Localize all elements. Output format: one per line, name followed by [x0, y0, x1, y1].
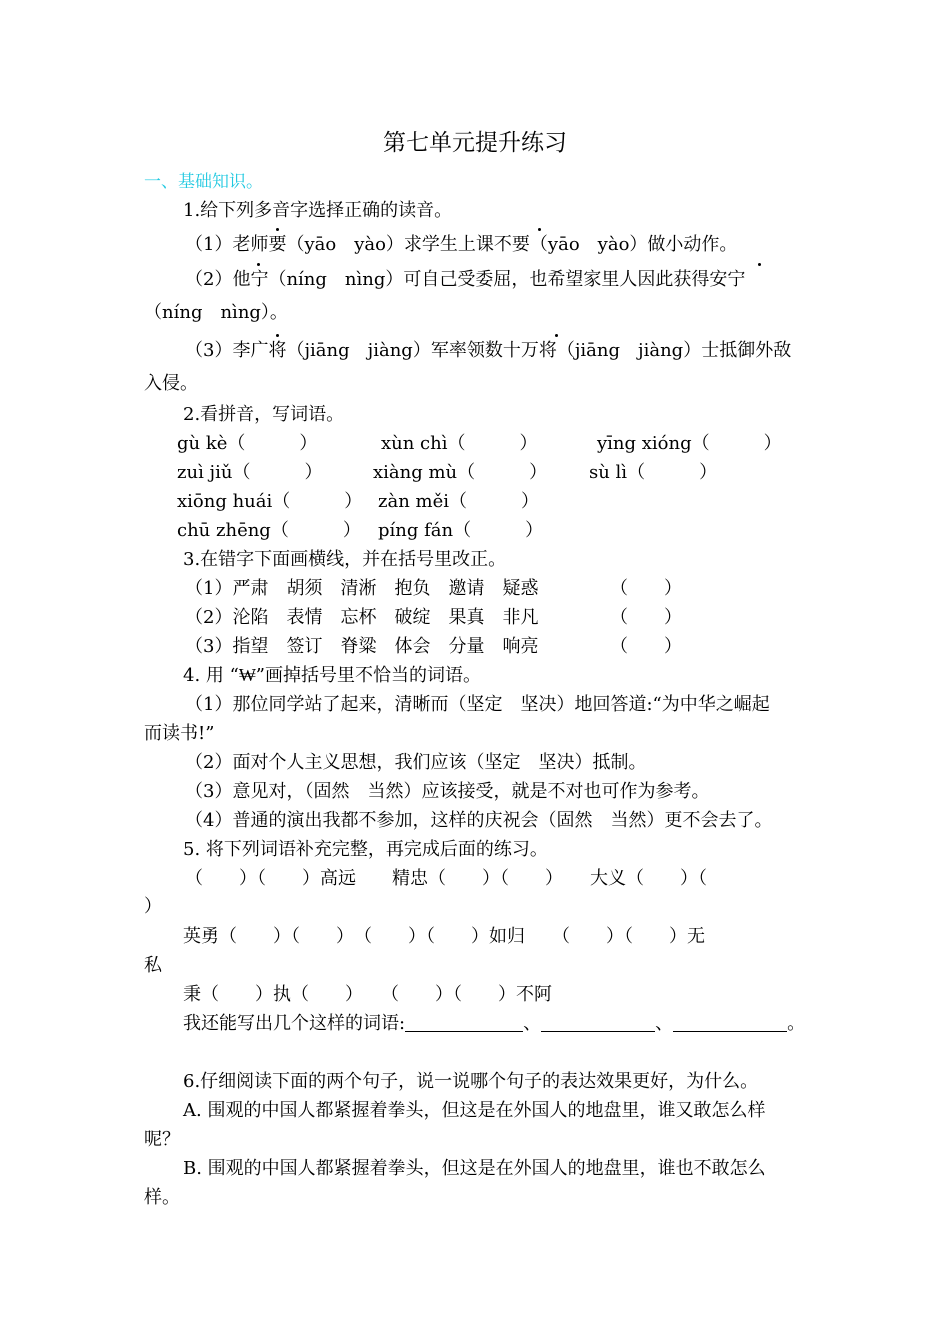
q1-heading: 1.给下列多音字选择正确的读音。 [183, 200, 453, 221]
q4-sentence-3: （3）意见对，（固然 当然）应该接受，就是不对也可作为参考。 [185, 781, 710, 802]
q3-word-row: （3）指望 签订 脊粱 体会 分量 响亮 [185, 636, 539, 657]
q2-heading: 2.看拼音，写词语。 [183, 404, 345, 425]
q6-heading: 6.仔细阅读下面的两个句子，说一说哪个句子的表达效果更好，为什么。 [183, 1071, 759, 1092]
pinyin-item: píng fán（ ） [378, 520, 544, 541]
q4-heading: 4. 用 “₩”画掉括号里不恰当的词语。 [183, 665, 482, 686]
q5-heading: 5. 将下列词语补充完整，再完成后面的练习。 [183, 839, 548, 860]
q6-sentence-a-line-2: 呢？ [144, 1129, 180, 1150]
q5-idiom-row-3: 秉（ ）执（ ） （ ）（ ）不阿 [183, 984, 552, 1005]
q5-extra-words-line [183, 1012, 805, 1036]
pinyin-item: sù lì（ ） [589, 462, 718, 483]
pinyin-item: chū zhēng（ ） [177, 520, 361, 541]
q3-answer-paren: （ ） [610, 578, 682, 599]
q1-sentence-3-line-2: 入侵。 [144, 373, 198, 394]
pinyin-item: gù kè（ ） [177, 433, 318, 454]
q4-sentence-1-line-2: 而读书!” [144, 723, 215, 744]
q4-sentence-2: （2）面对个人主义思想，我们应该（坚定 坚决）抵制。 [185, 752, 647, 773]
q3-answer-paren: （ ） [610, 636, 682, 657]
emphasis-dot [276, 334, 279, 337]
emphasis-dot [758, 263, 761, 266]
pinyin-item: zàn měi（ ） [378, 491, 540, 512]
pinyin-item: yīng xióng（ ） [597, 433, 782, 454]
emphasis-dot [538, 228, 541, 231]
q4-sentence-4: （4）普通的演出我都不参加，这样的庆祝会（固然 当然）更不会去了。 [185, 810, 773, 831]
pinyin-item: xùn chì（ ） [381, 433, 538, 454]
answer-blank-1[interactable] [405, 1013, 523, 1032]
q6-sentence-a-line-1: A. 围观的中国人都紧握着拳头，但这是在外国人的地盘里，谁又敢怎么样 [183, 1100, 766, 1121]
pinyin-item: zuì jiǔ（ ） [177, 462, 323, 483]
q5-extra-words-prompt: 我还能写出几个这样的词语: [183, 1013, 406, 1034]
q3-word-row: （2）沦陷 表情 忘杯 破绽 果真 非凡 [185, 607, 539, 628]
separator: 、 [655, 1013, 674, 1034]
q1-sentence-1: （1）老师要（yāo yào）求学生上课不要（yāo yào）做小动作。 [185, 234, 738, 255]
page-title: 第七单元提升练习 [383, 130, 567, 156]
section-heading-basics: 一、基础知识。 [144, 172, 263, 192]
q6-sentence-b-line-1: B. 围观的中国人都紧握着拳头，但这是在外国人的地盘里，谁也不敢怎么 [183, 1158, 766, 1179]
period: 。 [787, 1013, 806, 1034]
separator: 、 [523, 1013, 542, 1034]
emphasis-dot [555, 334, 558, 337]
q1-sentence-2-line-1: （2）他宁（níng nìng）可自己受委屈，也希望家里人因此获得安宁 [185, 269, 746, 290]
q5-idiom-row-2: 英勇（ ）（ ） （ ）（ ）如归 （ ）（ ）无 [183, 926, 705, 947]
emphasis-dot [276, 228, 279, 231]
answer-blank-2[interactable] [541, 1013, 655, 1032]
pinyin-item: xiàng mù（ ） [373, 462, 548, 483]
q5-idiom-row-1: （ ）（ ）高远 精忠（ ）（ ） 大义（ ）（ [185, 868, 707, 889]
q1-sentence-2-line-2: （níng nìng）。 [144, 302, 288, 323]
emphasis-dot [257, 263, 260, 266]
q5-idiom-row-2-wrap: 私 [144, 955, 162, 976]
q6-sentence-b-line-2: 样。 [144, 1187, 180, 1208]
q3-answer-paren: （ ） [610, 607, 682, 628]
q4-sentence-1-line-1: （1）那位同学站了起来，清晰而（坚定 坚决）地回答道:“为中华之崛起 [185, 694, 770, 715]
q3-heading: 3.在错字下面画横线，并在括号里改正。 [183, 549, 507, 570]
q5-idiom-row-1-wrap: ） [144, 896, 162, 917]
answer-blank-3[interactable] [673, 1013, 787, 1032]
pinyin-item: xiōng huái（ ） [177, 491, 363, 512]
q3-word-row: （1）严肃 胡须 清淅 抱负 邀请 疑惑 [185, 578, 539, 599]
q1-sentence-3-line-1: （3）李广将（jiāng jiàng）军率领数十万将（jiāng jiàng）士抵御外敌 [185, 340, 792, 361]
